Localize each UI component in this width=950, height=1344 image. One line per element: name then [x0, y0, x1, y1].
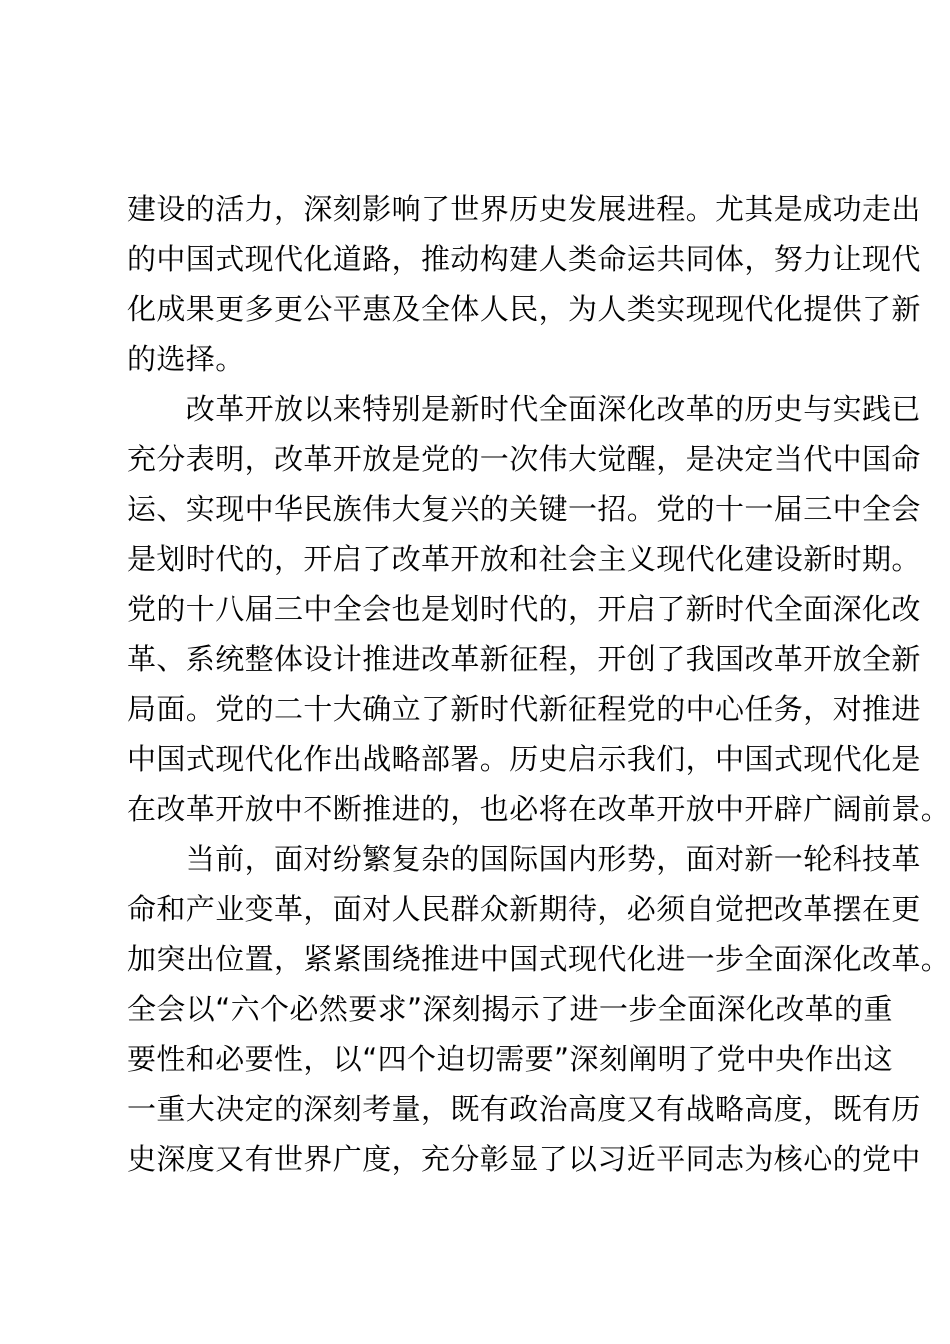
text-line: 革、系统整体设计推进改革新征程，开创了我国改革开放全新	[127, 642, 921, 676]
text-line: 全会以“六个必然要求”深刻揭示了进一步全面深化改革的重	[127, 992, 893, 1026]
text-line: 充分表明，改革开放是党的一次伟大觉醒，是决定当代中国命	[127, 442, 921, 476]
text-line: 加突出位置，紧紧围绕推进中国式现代化进一步全面深化改革。	[127, 942, 950, 976]
text-line: 局面。党的二十大确立了新时代新征程党的中心任务，对推进	[127, 692, 921, 726]
text-line: 是划时代的，开启了改革开放和社会主义现代化建设新时期。	[127, 542, 921, 576]
text-line: 建设的活力，深刻影响了世界历史发展进程。尤其是成功走出	[127, 192, 921, 226]
paragraph-start-line: 当前，面对纷繁复杂的国际国内形势，面对新一轮科技革	[127, 842, 921, 876]
paragraph-start-line: 改革开放以来特别是新时代全面深化改革的历史与实践已	[127, 392, 921, 426]
text-line: 史深度又有世界广度，充分彰显了以习近平同志为核心的党中	[127, 1142, 921, 1176]
text-line: 要性和必要性，以“四个迫切需要”深刻阐明了党中央作出这	[127, 1042, 893, 1076]
text-line: 在改革开放中不断推进的，也必将在改革开放中开辟广阔前景。	[127, 792, 950, 826]
text-line: 化成果更多更公平惠及全体人民，为人类实现现代化提供了新	[127, 292, 921, 326]
text-line: 的中国式现代化道路，推动构建人类命运共同体，努力让现代	[127, 242, 921, 276]
text-line: 中国式现代化作出战略部署。历史启示我们，中国式现代化是	[127, 742, 921, 776]
body-text	[127, 184, 950, 1184]
text-line: 党的十八届三中全会也是划时代的，开启了新时代全面深化改	[127, 592, 921, 626]
text-line: 的选择。	[127, 342, 245, 376]
text-line: 一重大决定的深刻考量，既有政治高度又有战略高度，既有历	[127, 1092, 921, 1126]
text-line: 命和产业变革，面对人民群众新期待，必须自觉把改革摆在更	[127, 892, 921, 926]
text-line: 运、实现中华民族伟大复兴的关键一招。党的十一届三中全会	[127, 492, 921, 526]
